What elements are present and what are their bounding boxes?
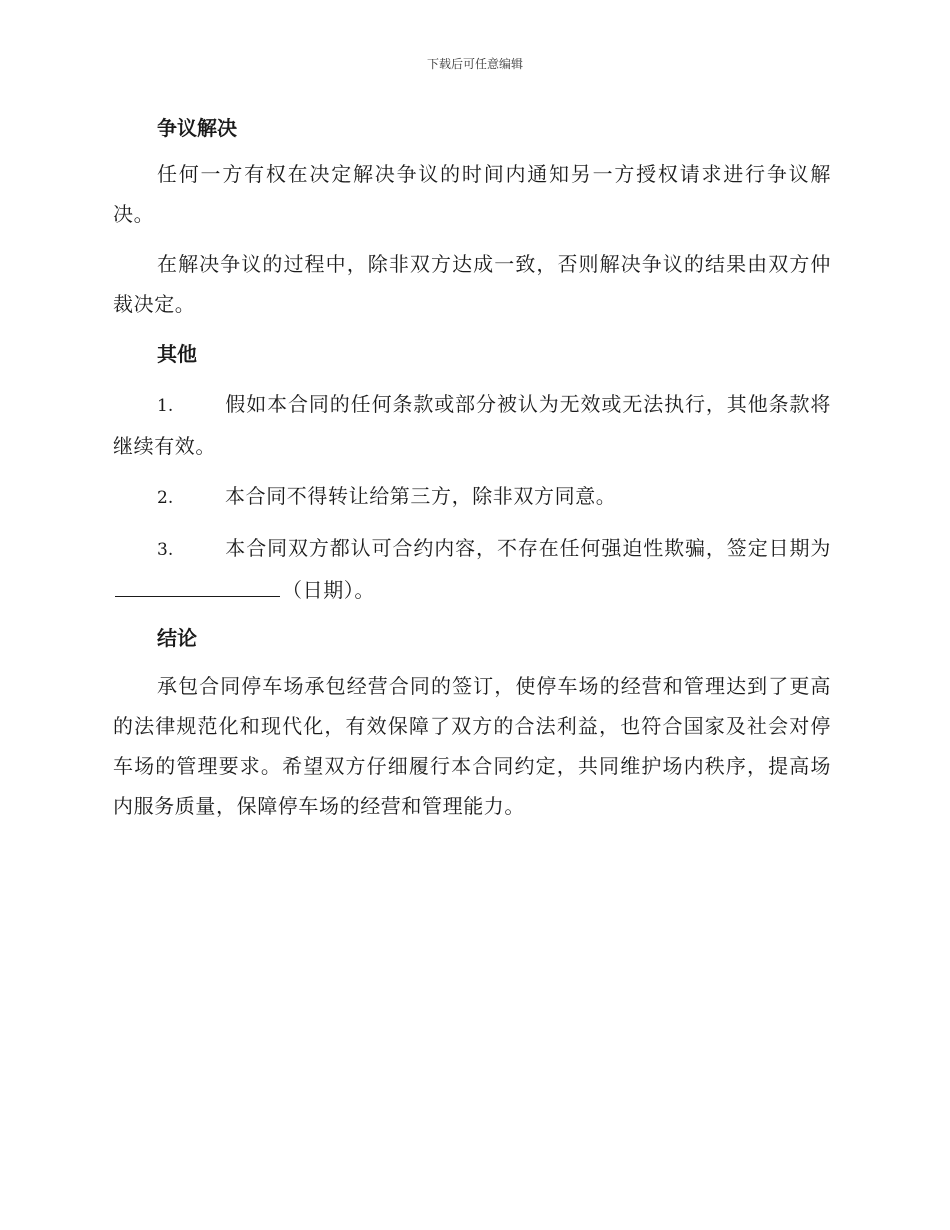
list-number: 2. — [157, 488, 174, 508]
list-item-2 — [113, 476, 831, 518]
list-item-3 — [113, 528, 831, 610]
conclusion-paragraph: 承包合同停车场承包经营合同的签订，使停车场的经营和管理达到了更高的法律规范化和现代化，有效保障了双方的合法利益，也符合国家及社会对停车场的管理要求。希望双方仔细履行本合同约定，共同维护场内秩序，提高场内服务质量，保障停车场的经营和管理能力。 — [113, 674, 831, 818]
section-heading-dispute: 争议解决 — [157, 116, 237, 140]
dispute-paragraph-2: 在解决争议的过程中，除非双方达成一致，否则解决争议的结果由双方仲裁决定。 — [113, 252, 831, 316]
list-item-text: 本合同不得转让给第三方，除非双方同意。 — [225, 484, 617, 508]
list-item-text: 假如本合同的任何条款或部分被认为无效或无法执行，其他条款将继续有效。 — [113, 392, 831, 458]
section-heading-conclusion: 结论 — [157, 626, 197, 650]
list-number: 1. — [157, 396, 174, 416]
list-item-text: 本合同双方都认可合约内容，不存在任何强迫性欺骗，签定日期为 — [225, 536, 831, 560]
header-note: 下载后可任意编辑 — [426, 57, 523, 71]
list-number: 3. — [157, 540, 174, 560]
date-blank-line[interactable] — [115, 572, 280, 597]
list-item-text-after: （日期）。 — [282, 578, 375, 602]
section-heading-other: 其他 — [157, 342, 197, 366]
dispute-paragraph-1: 任何一方有权在决定解决争议的时间内通知另一方授权请求进行争议解决。 — [113, 162, 831, 226]
list-item-1 — [113, 384, 831, 466]
document-body — [113, 112, 831, 826]
